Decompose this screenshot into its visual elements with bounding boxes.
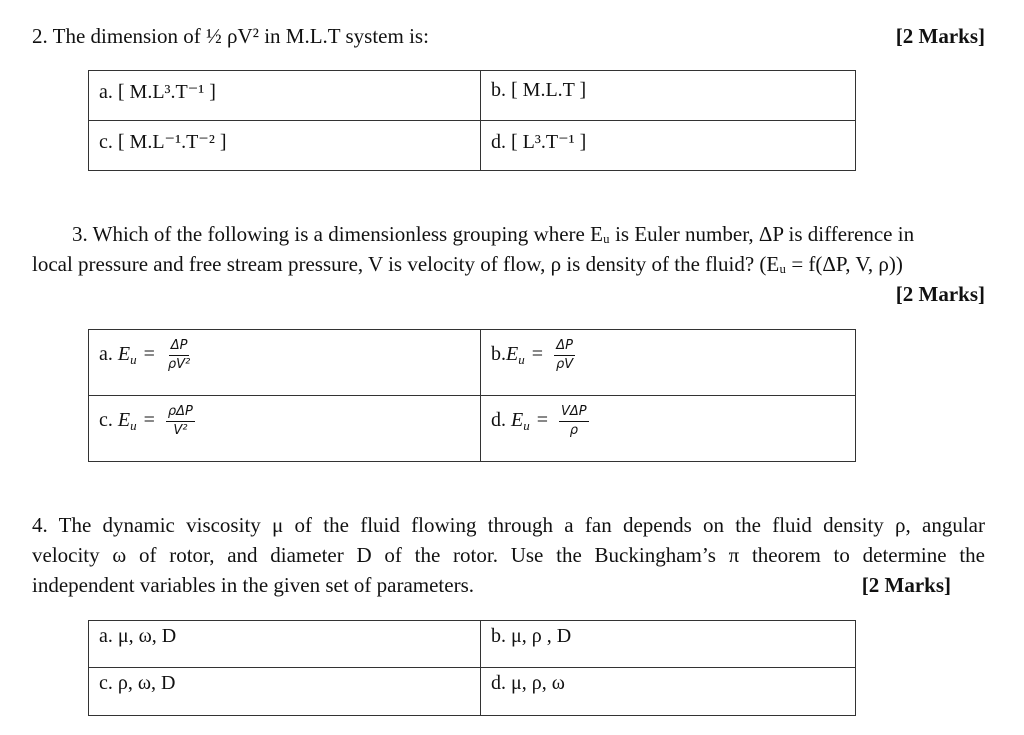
q3-option-c-var: E — [117, 409, 131, 432]
q3-option-c-numerator: ρΔP — [166, 404, 195, 422]
q2-option-d[interactable]: d. [ L³.T⁻¹ ] — [491, 131, 587, 153]
q4-option-b[interactable]: b. μ, ρ , D — [491, 625, 572, 647]
equals-sign: = — [531, 343, 543, 366]
q3-option-d-numerator: VΔP — [559, 404, 589, 422]
q3-option-a-sub: u — [130, 352, 137, 368]
q3-option-b-label: b. — [491, 343, 506, 366]
q3-option-d[interactable] — [481, 396, 855, 439]
q4-option-a[interactable]: a. μ, ω, D — [99, 625, 177, 647]
equals-sign: = — [143, 343, 155, 366]
q3-option-a-fraction — [166, 338, 192, 373]
q2-option-a[interactable]: a. [ M.L³.T⁻¹ ] — [99, 81, 216, 103]
q3-option-c-denominator: V² — [173, 423, 188, 438]
q3-option-b-fraction — [554, 338, 575, 373]
q2-options-table — [88, 70, 856, 171]
q3-option-b-sub: u — [518, 352, 525, 368]
equals-sign: = — [536, 409, 548, 432]
q3-option-c-sub: u — [130, 418, 137, 434]
equals-sign: = — [143, 409, 155, 432]
q3-option-a-label: a. — [99, 343, 113, 366]
q4-option-d[interactable]: d. μ, ρ, ω — [491, 672, 565, 694]
q2-marks: [2 Marks] — [895, 24, 985, 48]
q3-line2: local pressure and free stream pressure, V is velocity of flow, ρ is density of the fluid? (Eᵤ = f(ΔP, V, ρ)) — [32, 252, 903, 276]
q3-option-d-label: d. — [491, 409, 506, 432]
q4-option-c[interactable]: c. ρ, ω, D — [99, 672, 176, 694]
q3-option-c-label: c. — [99, 409, 113, 432]
q3-option-c-fraction — [166, 404, 195, 439]
q3-option-c[interactable] — [89, 396, 480, 439]
q3-option-b-var: E — [506, 343, 519, 366]
q2-option-c[interactable]: c. [ M.L⁻¹.T⁻² ] — [99, 131, 227, 153]
q2-option-b[interactable]: b. [ M.L.T ] — [491, 79, 587, 101]
q4-marks: [2 Marks] — [861, 573, 951, 597]
q3-option-b-numerator: ΔP — [554, 338, 575, 356]
q4-line1: 4. The dynamic viscosity μ of the fluid flowing through a fan depends on the fluid density ρ, angular — [32, 513, 985, 537]
q3-line1: 3. Which of the following is a dimensionless grouping where Eᵤ is Euler number, ΔP is difference in — [72, 222, 915, 246]
q3-marks: [2 Marks] — [895, 282, 985, 306]
q3-option-d-var: E — [511, 409, 524, 432]
q2-text: 2. The dimension of ½ ρV² in M.L.T system is: — [32, 24, 429, 48]
q3-option-a-denominator: ρV² — [167, 357, 191, 372]
q3-option-a-var: E — [117, 343, 131, 366]
q3-option-a[interactable] — [89, 330, 480, 373]
q3-option-b[interactable] — [481, 330, 855, 373]
q4-line2: velocity ω of rotor, and diameter D of the rotor. Use the Buckingham’s π theorem to determine the — [32, 543, 985, 567]
q3-option-a-numerator: ΔP — [169, 338, 190, 356]
q3-options-table — [88, 329, 856, 462]
q4-line3: independent variables in the given set of parameters. — [32, 573, 475, 597]
q4-options-table — [88, 620, 856, 716]
q3-option-d-sub: u — [523, 418, 530, 434]
q3-option-d-denominator: ρ — [569, 423, 578, 438]
q3-option-b-denominator: ρV — [556, 357, 574, 372]
q3-option-d-fraction — [559, 404, 589, 439]
